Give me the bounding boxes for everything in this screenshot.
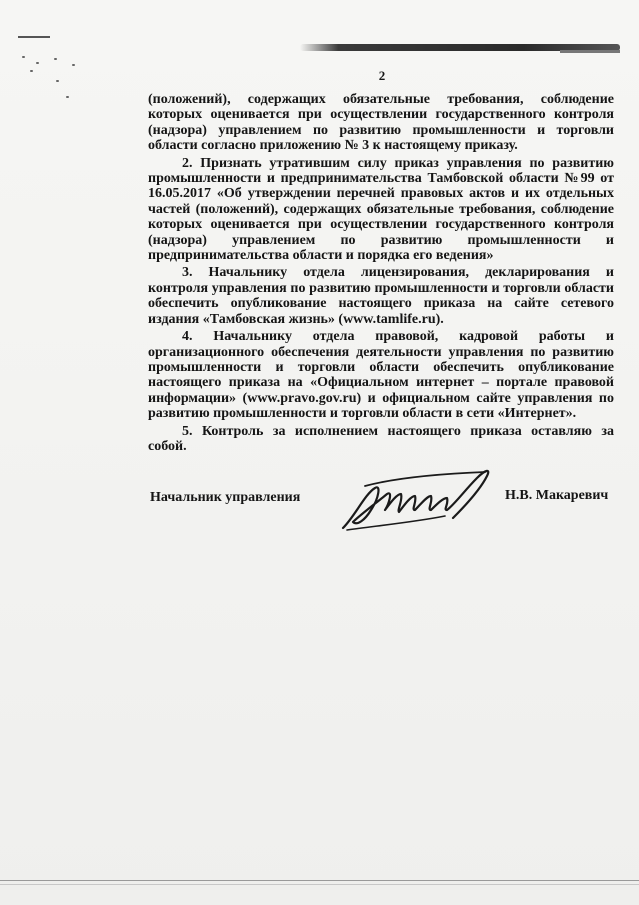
paragraph-4: 4. Начальнику отдела правовой, кадровой работы и организационного обеспечения деятельности управления по развитию промышленности и торговли области обеспечить опубликование настоящего приказа на «Официальном интернет – портале правовой информации» (www.pravo.gov.ru) и официальном сайте управления по развитию промышленности и торговли области в сети «Интернет». [148, 329, 614, 422]
scan-artifact [18, 36, 50, 38]
page-number: 2 [378, 68, 386, 83]
scan-edge [0, 880, 639, 881]
signatory-title: Начальник управления [150, 490, 301, 505]
paragraph-2: 2. Признать утратившим силу приказ управления по развитию промышленности и предпринимательства Тамбовской области №99 от 16.05.2017 «Об утверждении перечней правовых актов и их отдельных частей (положений), содержащих обязательные требования, соблюдение которых оценивается при осуществлении государственного контроля (надзора) управлением по развитию промышленности и предпринимательства области и порядка его ведения» [148, 155, 614, 264]
scan-artifact [560, 50, 620, 53]
paragraph-5: 5. Контроль за исполнением настоящего приказа оставляю за собой. [148, 423, 614, 454]
document-body [148, 92, 614, 454]
paragraph-continuation: (положений), содержащих обязательные требования, соблюдение которых оценивается при осуществлении государственного контроля (надзора) управлением по развитию промышленности и торговли области согласно приложению № 3 к настоящему приказу. [148, 92, 614, 154]
paragraph-3: 3. Начальнику отдела лицензирования, декларирования и контроля управления по развитию промышленности и торговли области обеспечить опубликование настоящего приказа на сайте сетевого издания «Тамбовская жизнь» (www.tamlife.ru). [148, 265, 614, 327]
signatory-name: Н.В. Макаревич [505, 488, 609, 503]
handwritten-signature [335, 464, 510, 536]
scan-edge [0, 884, 639, 885]
